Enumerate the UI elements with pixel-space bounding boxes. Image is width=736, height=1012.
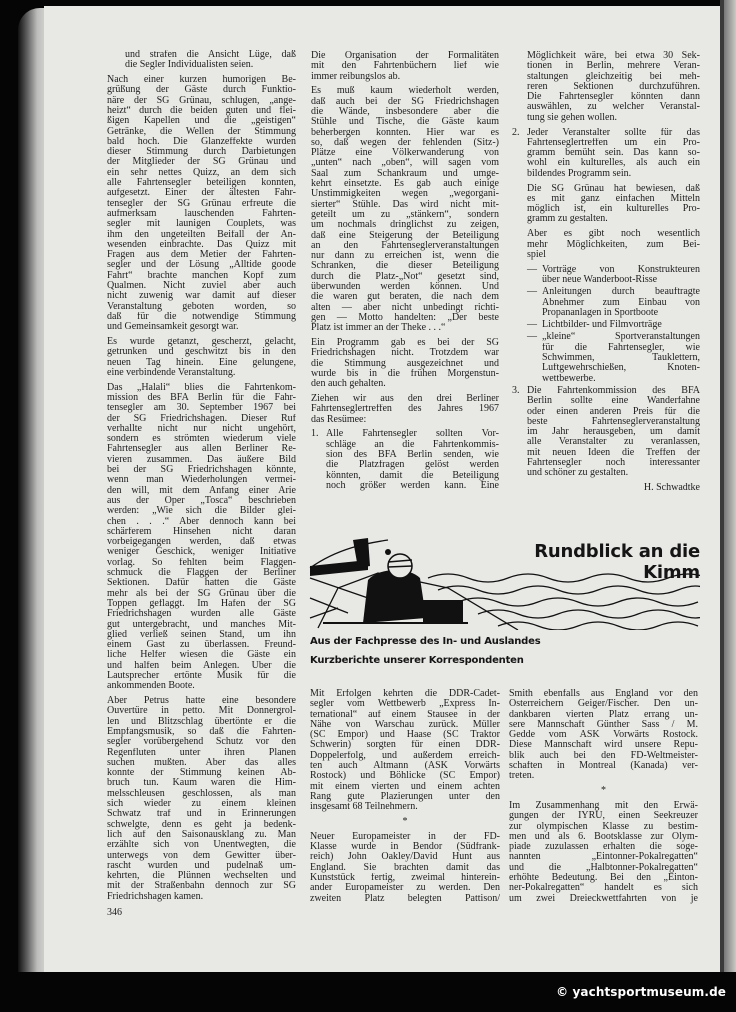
- text-line: segler vom Wettbewerb „Express In-: [310, 699, 500, 710]
- news-column-2: [509, 689, 698, 908]
- text-line: Fahrt“ brachte manchen Kopf zum: [107, 270, 296, 281]
- text-line: *: [402, 817, 408, 828]
- text-line: wohl ein kulturelles, als auch ein: [527, 158, 700, 169]
- paragraph: [311, 338, 499, 389]
- text-line: mit neuen Ideen die Treffen der: [527, 447, 700, 458]
- text-line: beherbergen konnten. Hier war es: [311, 127, 499, 138]
- text-line: heizt“ durch die beiden guten und flei-: [107, 105, 296, 116]
- text-line: sere Mannschaft Günther Sass / M.: [509, 719, 698, 730]
- text-line: Friedrichshagen kamen.: [107, 891, 204, 902]
- text-line: nur dann zu erreichen ist, wenn die: [311, 251, 499, 262]
- paragraph: [107, 696, 296, 902]
- text-line: Schwimmen, Tauklettern,: [542, 353, 700, 364]
- text-line: an den Fahrtenseglerveranstaltungen: [311, 240, 499, 251]
- text-line: tensegler der SG Grünau erfreute die: [107, 198, 296, 209]
- text-line: Lautsprecher ertönte Musik für die: [107, 671, 296, 682]
- paragraph: [512, 184, 700, 225]
- text-line: wenn man Wiederholungen vermei-: [107, 475, 296, 486]
- text-line: Neuer Europameister in der FD-: [310, 831, 500, 842]
- text-line: weniger Geschick, weniger Initiative: [107, 547, 296, 558]
- text-line: mehr Möglichkeiten, zum Bei-: [527, 239, 700, 250]
- text-line: H. Schwadtke: [643, 483, 700, 494]
- text-line: kehrten, die Plünnen wechselten und: [107, 871, 296, 882]
- text-line: reren Sektionen durchzuführen.: [527, 81, 700, 92]
- text-line: ankommenden Boote.: [107, 681, 195, 692]
- text-line: und halfen beim Anlegen. Über die: [107, 660, 296, 671]
- page-number: 346: [107, 907, 122, 918]
- text-line: sion des BFA Berlin senden, wie: [326, 449, 499, 460]
- text-line: Schwatz traf und in Erinnerungen: [107, 809, 296, 820]
- text-line: staltungen gleichzeitig bei meh-: [527, 71, 700, 82]
- text-line: und strafen die Ansicht Lüge, daß: [125, 50, 296, 60]
- text-line: Schwerin) sorgten für einen DDR-: [310, 740, 500, 751]
- article-column-3: [512, 51, 700, 498]
- text-line: schmuck die Flaggen der Berliner: [107, 568, 296, 579]
- author-signature: [512, 483, 700, 493]
- text-line: ein sehr nettes Quizz, an dem sich: [107, 167, 296, 178]
- text-line: Toppen geflaggt. Im Hafen der SG: [107, 598, 296, 609]
- text-line: Stühle und Tische, die Gäste kaum: [311, 117, 499, 128]
- text-line: verhallte nicht nur nicht ungehört,: [107, 423, 296, 434]
- text-line: suchen mußten. Aber das alles: [107, 757, 296, 768]
- text-line: reich) John Oakley/David Hunt aus: [310, 852, 500, 863]
- text-line: überwunden werden können. Und: [311, 282, 499, 293]
- text-line: immer reibungslos ab.: [311, 71, 401, 82]
- text-line: bruch tun. Kaum waren die Him-: [107, 778, 296, 789]
- text-line: Ein Programm gab es bei der SG: [311, 338, 499, 349]
- text-line: ternational“ auf einem Stausee in der: [310, 709, 500, 720]
- text-line: Aber Petrus hatte eine besondere: [107, 696, 296, 707]
- text-line: Qualmen. Nicht zuviel aber auch: [107, 281, 296, 292]
- text-line: durch die Platz-„Not“ gesetzt sind,: [311, 271, 499, 282]
- text-line: Propananlagen in Sportboote: [542, 307, 659, 318]
- text-line: Abnehmer zum Einbau von: [542, 297, 700, 308]
- text-line: aufgesetzt. Einer der ältesten Fahr-: [107, 188, 296, 199]
- paragraph: [311, 394, 499, 425]
- separator-star: [509, 786, 698, 796]
- text-line: Die Organisation der Formalitäten: [311, 51, 499, 61]
- text-line: nicht zuwenig war damit auf dieser: [107, 291, 296, 302]
- text-line: Ouvertüre in petto. Mit Donnergrol-: [107, 706, 296, 717]
- text-line: sich wieder zu einem kleinen: [107, 799, 296, 810]
- paragraph: [311, 86, 499, 333]
- text-line: nannten „Eintonner-Pokalregatten“: [509, 852, 698, 863]
- list-marker: 1.: [311, 428, 319, 440]
- text-line: gramm zu gestalten.: [527, 214, 608, 225]
- text-line: einem Gast zu überlassen. Freund-: [107, 640, 296, 651]
- text-line: der SG Friedrichshagen. Dieser Ruf: [107, 413, 296, 424]
- section-title: Rundblick an die Kimm: [534, 541, 700, 583]
- text-line: (SC Empor) und Haase (SC Traktor: [310, 730, 500, 741]
- paragraph: [512, 51, 700, 123]
- text-line: Luftgewehrschießen, Knoten-: [542, 363, 700, 374]
- text-line: Die Fahrtenkommission des BFA: [527, 385, 700, 396]
- text-line: der Mitglieder der SG Grünau und: [107, 157, 296, 168]
- text-line: beste Fahrtenseglerveranstaltung: [527, 416, 700, 427]
- text-line: um nochmals dringlichst zu zeigen,: [311, 220, 499, 231]
- text-line: getrunken und geschwitzt bis in den: [107, 347, 296, 358]
- list-marker: —: [527, 319, 537, 331]
- text-line: Österreichern Geiger/Fischer. Den un-: [509, 699, 698, 710]
- bullet-item: [512, 287, 700, 318]
- paragraph: [310, 832, 500, 904]
- text-line: sondern es strömten wiederum viele: [107, 434, 296, 445]
- paragraph: [509, 801, 698, 904]
- text-line: melsschleusen geschlossen, als man: [107, 788, 296, 799]
- text-line: zur olympischen Klasse zu bestim-: [509, 821, 698, 832]
- text-line: Es wurde getanzt, gescherzt, gelacht,: [107, 337, 296, 348]
- text-line: den auch gehalten.: [311, 379, 386, 390]
- text-line: über neue Wanderboot-Risse: [542, 274, 658, 285]
- text-line: könnten, damit die Beteiligung: [326, 470, 499, 481]
- text-line: es mit ganz einfachen Mitteln: [527, 193, 700, 204]
- text-line: gen — Motto handelten: „Der beste: [311, 312, 499, 323]
- text-line: im Jahr herausgeben, um damit: [527, 427, 700, 438]
- text-line: grüßung der Gäste durch Funktio-: [107, 85, 296, 96]
- text-line: Es muß kaum wiederholt werden,: [311, 86, 499, 97]
- text-line: alle Fahrtensegler beteiligen konnten,: [107, 178, 296, 189]
- text-line: rascht wurden und pudelnaß um-: [107, 860, 296, 871]
- text-line: Fragen aus dem Metier der Fahrten-: [107, 250, 296, 261]
- separator-star: [310, 817, 500, 827]
- text-line: die Segler Individualisten seien.: [125, 60, 254, 71]
- text-line: tung sie gehen wollen.: [527, 112, 617, 123]
- text-line: ander Europameister zu werden. Den: [310, 883, 500, 894]
- text-line: Nähe von Warschau zurück. Müller: [310, 719, 500, 730]
- text-line: Empfangsmusik, so daß die Fahrten-: [107, 727, 296, 737]
- text-line: schaften in Montreal (Kanada) ver-: [509, 761, 698, 772]
- text-line: auswählen, zu welcher Veranstal-: [527, 102, 700, 113]
- bullet-item: [512, 332, 700, 383]
- text-line: len und Blitzschlag übertönte er die: [107, 716, 296, 727]
- text-line: Regenfluten unter ihren Planen: [107, 747, 296, 758]
- text-line: alten — aber nicht unbedingt richti-: [311, 302, 499, 313]
- bullet-item: [512, 320, 700, 330]
- text-line: Platz ist immer an der Theke . . .“: [311, 323, 446, 334]
- news-column-1: [310, 689, 500, 908]
- text-line: Sektionen. Dafür hatten die Gäste: [107, 578, 296, 589]
- text-line: den will, mit dem Anfang einer Arie: [107, 485, 296, 496]
- text-line: konnte der Stimmung keinen Ab-: [107, 768, 296, 779]
- text-line: so, daß wegen der fehlenden (Sitz-): [311, 137, 499, 148]
- text-line: die Stimmung ausgezeichnet und: [311, 358, 499, 369]
- text-line: erhöhte Bedeutung. Bei den „Einton-: [509, 873, 698, 884]
- text-line: Friedrichshagen nicht. Trotzdem war: [311, 348, 499, 359]
- section-subtitle: Aus der Fachpresse des In- und Auslandes: [310, 636, 541, 647]
- text-line: noch größer werden kann. Eine: [326, 480, 499, 491]
- text-line: Die Fahrtensegler könnten dann: [527, 92, 700, 103]
- text-line: mit einem vierten und einem achten: [310, 781, 500, 792]
- text-line: zweiten Platz belegten Pattison/: [310, 893, 500, 904]
- text-line: piade zuzulassen erhalten die soge-: [509, 842, 698, 853]
- text-line: bei der SG Friedrichshagen könnte,: [107, 465, 296, 476]
- text-line: blik auch bei den FD-Weltmeister-: [509, 750, 698, 761]
- text-line: Vorträge von Konstrukteuren: [542, 264, 700, 275]
- list-marker: —: [527, 331, 537, 343]
- text-line: „kleine“ Sportveranstaltungen: [542, 332, 700, 343]
- text-line: ßigen Kapellen und die „geistigen“: [107, 116, 296, 127]
- text-line: Fahrtensegler noch interessanter: [527, 457, 700, 468]
- text-line: sierter“ Stühle. Das wird nicht mit-: [311, 199, 499, 210]
- text-line: ner-Pokalregatten“ handelt es sich: [509, 883, 698, 894]
- paragraph: [310, 689, 500, 813]
- text-line: um zwei Dreieckwettfahrten von je: [509, 893, 698, 904]
- text-line: eine verbindende Veranstaltung.: [107, 367, 236, 378]
- text-line: vorbeigegangen werden, daß etwas: [107, 537, 296, 548]
- article-column-2: [311, 51, 499, 496]
- text-line: Nach einer kurzen humorigen Be-: [107, 75, 296, 86]
- text-line: und schöner zu gestalten.: [527, 468, 629, 479]
- text-line: Im Zusammenhang mit den Erwä-: [509, 800, 698, 811]
- text-line: Saal zum Schankraum und umge-: [311, 168, 499, 179]
- text-line: das Resümee:: [311, 414, 367, 425]
- text-line: Möglichkeit wäre, bei etwa 30 Sek-: [527, 51, 700, 61]
- text-line: Jeder Veranstalter sollte für das: [527, 127, 700, 138]
- text-line: Fahrtensegler aus allen Berliner Re-: [107, 444, 296, 455]
- text-line: unterwegs von dem Gewitter über-: [107, 850, 296, 861]
- text-line: daß für die notwendige Stimmung: [107, 311, 296, 322]
- paragraph: [512, 229, 700, 260]
- facing-page-edge: [724, 0, 736, 972]
- paragraph: [311, 51, 499, 82]
- text-line: daß auch bei der SG Friedrichshagen: [311, 96, 499, 107]
- text-line: glied verließ seinen Stand, um ihn: [107, 629, 296, 640]
- text-line: liche Helfer wiesen die Gäste ein: [107, 650, 296, 661]
- text-line: kehrt einsetzte. Es gab auch einige: [311, 179, 499, 190]
- text-line: Fahrtenseglertreffen um ein Pro-: [527, 137, 700, 148]
- text-line: bildendes Programm sein.: [527, 168, 632, 179]
- text-line: gungen der IYRU, einen Seekreuzer: [509, 811, 698, 822]
- text-line: dankbaren vierten Platz errang un-: [509, 709, 698, 720]
- text-line: Alle Fahrtensegler sollten Vor-: [326, 429, 499, 440]
- text-line: spiel: [527, 249, 546, 260]
- section-subtitle-2: Kurzberichte unserer Korrespondenten: [310, 655, 524, 666]
- text-line: ten auch Altmann (ASK Vorwärts: [310, 761, 500, 772]
- text-line: Mit Erfolgen kehrten die DDR-Cadet-: [310, 689, 500, 699]
- text-line: Lichtbilder- und Filmvorträge: [542, 320, 662, 331]
- list-marker: 3.: [512, 384, 520, 396]
- text-line: Anleitungen durch beauftragte: [542, 287, 700, 298]
- paragraph: [509, 689, 698, 782]
- text-line: „unten“ nach „oben“, will sagen vom: [311, 158, 499, 169]
- text-line: chen . . .“ Aber dennoch kann bei: [107, 516, 296, 527]
- text-line: Aber es gibt noch wesentlich: [527, 229, 700, 240]
- paragraph: [107, 75, 296, 332]
- text-line: wesenden einbrachte. Das Quizz mit: [107, 239, 296, 250]
- text-line: ihm den ungeteilten Beifall der An-: [107, 229, 296, 240]
- text-line: *: [601, 786, 606, 797]
- text-line: Veranstaltung geboten worden, so: [107, 301, 296, 312]
- text-line: die waren gut beraten, die nach dem: [311, 292, 499, 303]
- text-line: werden: „Wie sich die Bilder glei-: [107, 506, 296, 517]
- text-line: Das „Halali“ blies die Fahrtenkom-: [107, 382, 296, 393]
- text-line: schärferem Hinsehen nicht daran: [107, 526, 296, 537]
- watermark: © yachtsportmuseum.de: [556, 985, 726, 999]
- text-line: Berlin sollte eine Wanderfahne: [527, 396, 700, 407]
- paragraph: [107, 337, 296, 378]
- text-line: und Gemeinsamkeit gesorgt war.: [107, 322, 239, 333]
- text-line: segler mit launigen Couplets, was: [107, 219, 296, 230]
- text-line: tensegler am 30. September 1967 bei: [107, 403, 296, 414]
- text-line: men und als 6. Bootsklasse zur Olym-: [509, 831, 698, 842]
- text-line: möglich ist, ein kulturelles Pro-: [527, 204, 700, 215]
- bullet-item: [512, 265, 700, 286]
- text-line: Rang gute Plazierungen unter den: [310, 791, 500, 802]
- numbered-item: [311, 429, 499, 491]
- text-line: die Wände, insbesondere aber die: [311, 106, 499, 117]
- text-line: gut untergebracht, und manches Mit-: [107, 619, 296, 630]
- text-line: wettbewerbe.: [542, 373, 596, 384]
- text-line: Smith ebenfalls aus England vor den: [509, 689, 698, 699]
- text-line: gramm bemüht sein. Das kann so-: [527, 148, 700, 159]
- text-line: wurde bis in die frühen Morgenstun-: [311, 368, 499, 379]
- text-line: Gedde vom ASK Vorwärts Rostock.: [509, 730, 698, 741]
- list-marker: —: [527, 263, 537, 275]
- numbered-item: [512, 128, 700, 179]
- text-line: Diese Mannschaft wird unsere Repu-: [509, 740, 698, 751]
- text-line: erzählte sich von Unentwegten, die: [107, 840, 296, 851]
- text-line: Ziehen wir aus den drei Berliner: [311, 394, 499, 404]
- text-line: mit den Fahrtenbüchern lief wie: [311, 61, 499, 72]
- list-marker: 2.: [512, 126, 520, 138]
- article-column-1: [107, 50, 296, 907]
- text-line: schläge an die Fahrtenkommis-: [326, 439, 499, 450]
- text-line: Fahrtenseglertreffen des Jahres 1967: [311, 404, 499, 415]
- text-line: lich auf den Saisonausklang zu. Man: [107, 829, 296, 840]
- text-line: tionen in Berlin, mehrere Veran-: [527, 61, 700, 72]
- text-line: Kunststück fertig, zweimal hinterein-: [310, 873, 500, 884]
- text-line: vorlag. So fehlten beim Flaggen-: [107, 557, 296, 568]
- text-line: mit der Straßenbahn dennoch zur SG: [107, 881, 296, 892]
- text-line: aufmerksam lauschenden Fahrten-: [107, 208, 296, 219]
- text-line: schwelgte, denn es geht ja bedenk-: [107, 819, 296, 830]
- text-line: aus der Oper „Tosca“ beschrieben: [107, 495, 296, 506]
- text-line: mehr als bei der SG Grünau über die: [107, 588, 296, 599]
- text-line: für die Fahrtensegler, wie: [542, 342, 700, 353]
- paragraph: [107, 383, 296, 692]
- text-line: die Platzfragen gelöst werden: [326, 460, 499, 471]
- text-line: England. Sie brachten damit das: [310, 862, 500, 873]
- text-line: Klasse wurde in Bendor (Südfrank-: [310, 842, 500, 853]
- text-line: geteilt um zu „stänkern“, sondern: [311, 209, 499, 220]
- text-line: mission des BFA Berlin für die Fahr-: [107, 393, 296, 403]
- text-line: Die SG Grünau hat bewiesen, daß: [527, 183, 700, 194]
- text-line: segler und der Lösung „Alltide goode: [107, 260, 296, 271]
- text-line: bald hoch. Die Glanzeffekte wurden: [107, 136, 296, 147]
- text-line: oder einen anderen Preis für die: [527, 406, 700, 417]
- text-line: Plätze eine Völkerwanderung von: [311, 148, 499, 159]
- list-marker: —: [527, 286, 537, 298]
- text-line: Unstimmigkeiten wegen „wegorgani-: [311, 189, 499, 200]
- text-line: Rostock) und Böhlicke (SC Empor): [310, 771, 500, 782]
- text-line: segler vorübergehend Schutz vor den: [107, 737, 296, 748]
- text-line: daß eine Steigerung der Beteiligung: [311, 230, 499, 241]
- text-line: dieser Stimmung durch Darbietungen: [107, 147, 296, 158]
- text-line: vieren zusammen. Das äußere Bild: [107, 454, 296, 465]
- numbered-item: [512, 386, 700, 479]
- text-line: Doppelerfolg, und außerdem erreich-: [310, 750, 500, 761]
- paragraph: [107, 50, 296, 71]
- text-line: insgesamt 68 Teilnehmern.: [310, 802, 418, 813]
- text-line: Schranken, die dieser Beteiligung: [311, 261, 499, 272]
- text-line: neuen Tag hinein. Eine gelungene,: [107, 357, 296, 368]
- text-line: Getränke, die Wellen der Stimmung: [107, 126, 296, 137]
- text-line: Friedrichshagen wurden alle Gäste: [107, 609, 296, 620]
- text-line: und die „Halbtonner-Pokalregatten“: [509, 862, 698, 873]
- text-line: alle Veranstalter zu veranlassen,: [527, 437, 700, 448]
- text-line: näre der SG Grünau, schlugen, „ange-: [107, 95, 296, 106]
- text-line: treten.: [509, 771, 535, 782]
